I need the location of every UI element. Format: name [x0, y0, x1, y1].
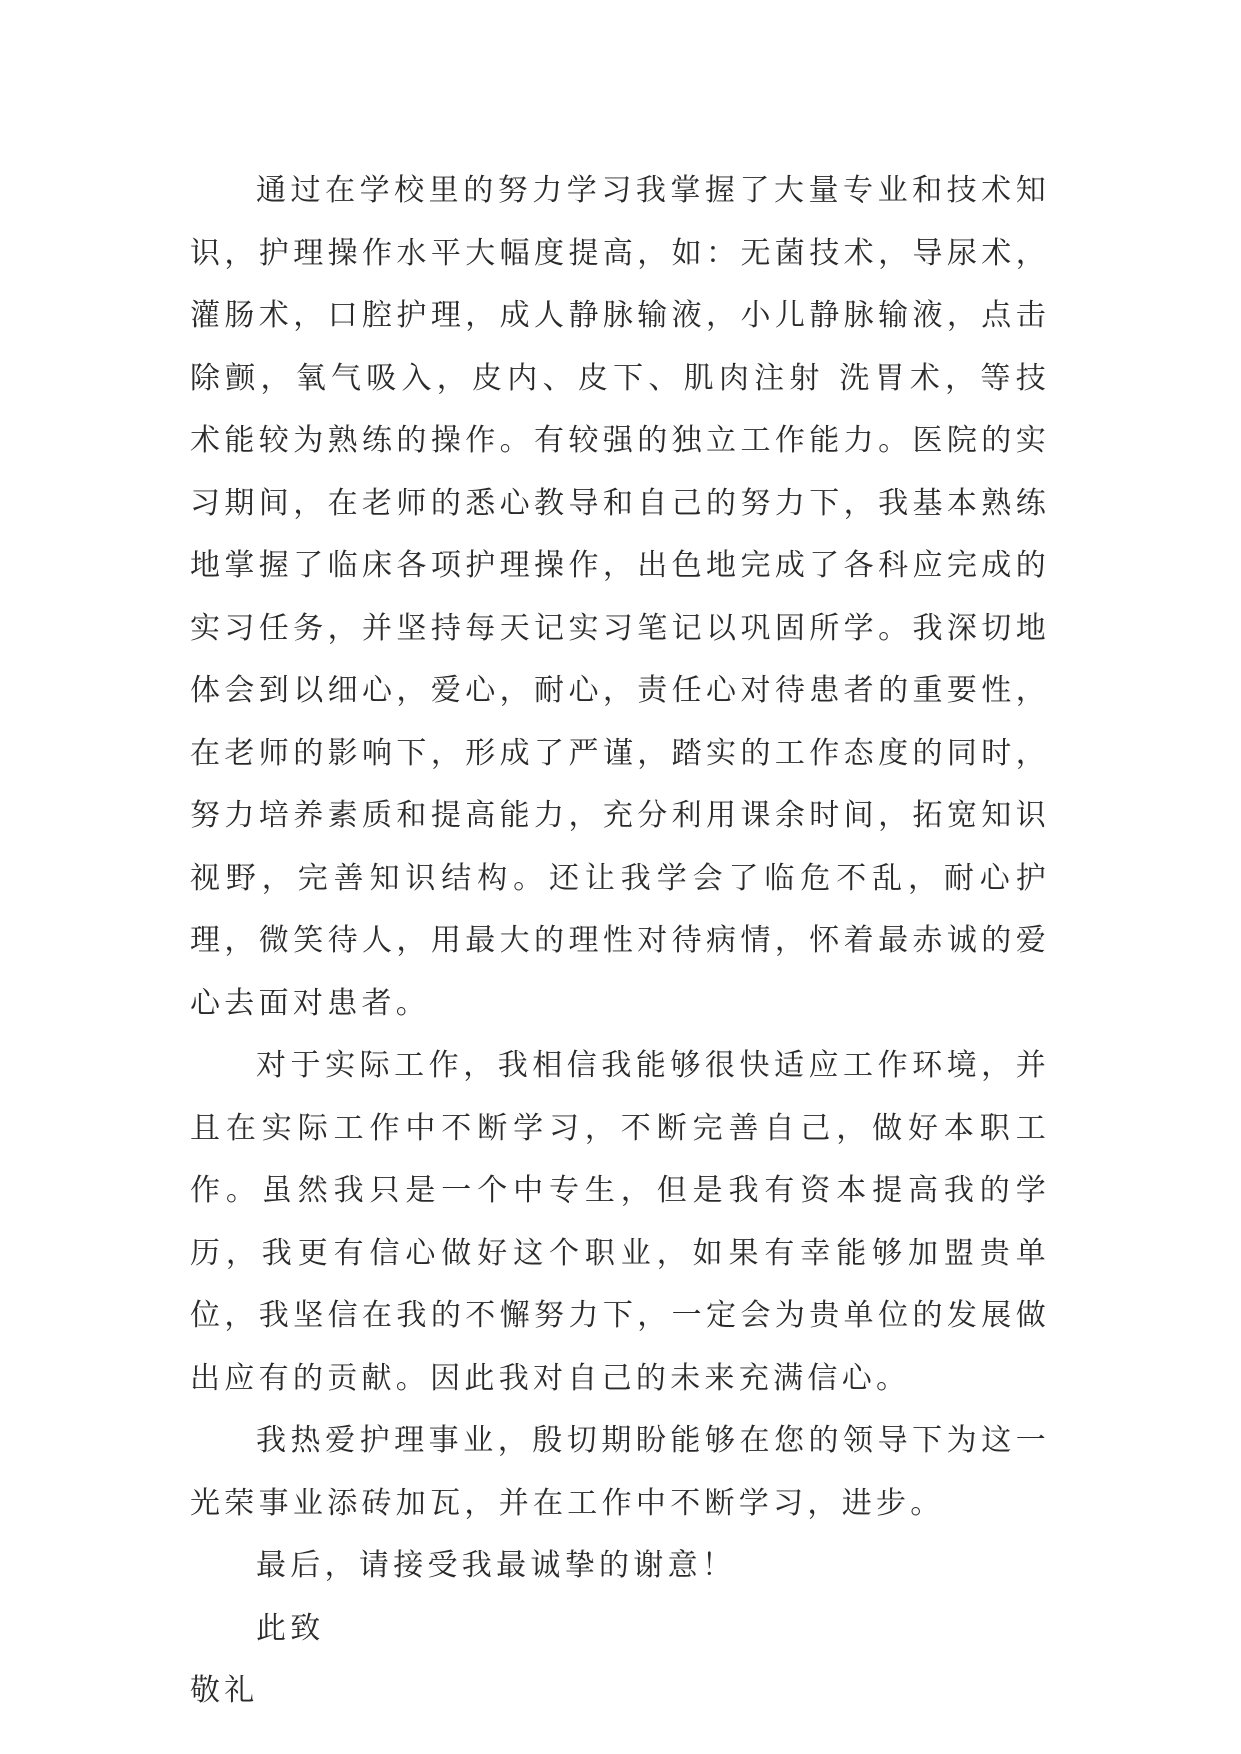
paragraph-skills: 通过在学校里的努力学习我掌握了大量专业和技术知识，护理操作水平大幅度提高，如：无菌技术，导尿术，灌肠术，口腔护理，成人静脉输液，小儿静脉输液，点击除颤，氧气吸入，皮内、皮下、肌肉注射 洗胃术，等技术能较为熟练的操作。有较强的独立工作能力。医院的实习期间，在老师的悉心教导和自己的努力下，我基本熟练地掌握了临床各项护理操作，出色地完成了各科应完成的实习任务，并坚持每天记实习笔记以巩固所学。我深切地体会到以细心，爱心，耐心，责任心对待患者的重要性，在老师的影响下，形成了严谨，踏实的工作态度的同时，努力培养素质和提高能力，充分利用课余时间，拓宽知识视野，完善知识结构。还让我学会了临危不乱，耐心护理，微笑待人，用最大的理性对待病情，怀着最赤诚的爱心去面对患者。: [190, 173, 1050, 1021]
closing-regards: 敬礼: [190, 1673, 259, 1708]
paragraph-work-attitude: 对于实际工作，我相信我能够很快适应工作环境，并且在实际工作中不断学习，不断完善自己，做好本职工作。虽然我只是一个中专生，但是我有资本提高我的学历，我更有信心做好这个职业，如果有幸能够加盟贵单位，我坚信在我的不懈努力下，一定会为贵单位的发展做出应有的贡献。因此我对自己的未来充满信心。: [190, 1048, 1050, 1396]
paragraph-thanks: 最后，请接受我最诚挚的谢意！: [256, 1548, 737, 1583]
closing-salutation: 此致: [256, 1610, 325, 1646]
paragraph-passion: 我热爱护理事业，殷切期盼能够在您的领导下为这一光荣事业添砖加瓦，并在工作中不断学习，进步。: [190, 1423, 1050, 1521]
letter-body: [190, 160, 1050, 1723]
